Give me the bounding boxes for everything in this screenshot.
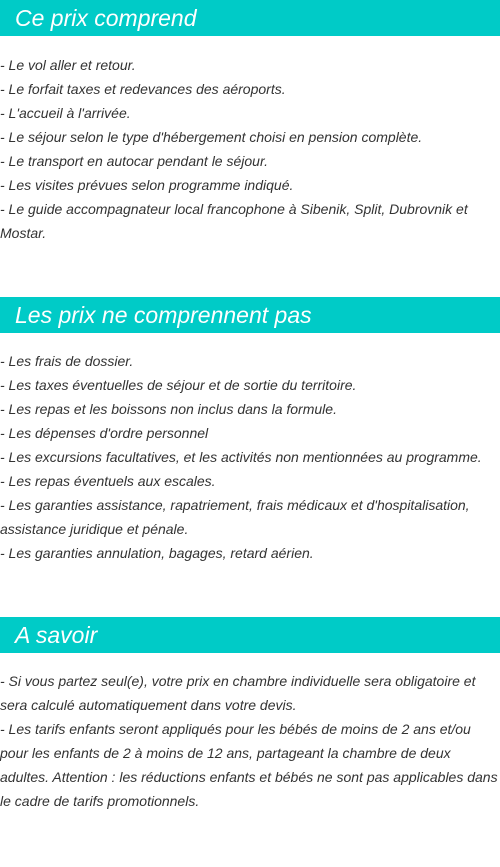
list-item: - Le séjour selon le type d'hébergement choisi en pension complète. bbox=[0, 129, 423, 145]
list-item: - Le forfait taxes et redevances des aéroports. bbox=[0, 81, 286, 97]
list-item: - Les dépenses d'ordre personnel bbox=[0, 425, 209, 441]
list-item: - Les frais de dossier. bbox=[0, 353, 134, 369]
list-item: - Si vous partez seul(e), votre prix en chambre individuelle sera obligatoire et sera calculé automatiquement dans votre devis. bbox=[0, 673, 476, 713]
list-item: - Le transport en autocar pendant le séjour. bbox=[0, 153, 268, 169]
good-to-know-list bbox=[0, 653, 500, 813]
section-price-includes bbox=[0, 0, 500, 245]
section-price-excludes bbox=[0, 297, 500, 565]
list-item: - Les visites prévues selon programme indiqué. bbox=[0, 177, 294, 193]
list-item: - Le guide accompagnateur local francophone à Sibenik, Split, Dubrovnik et Mostar. bbox=[0, 201, 468, 241]
list-item: - Les tarifs enfants seront appliqués pour les bébés de moins de 2 ans et/ou pour les enfants de 2 à moins de 12 ans, partageant la chambre de deux adultes. Attention : les réductions enfants et bébés ne sont pas applicables dans le cadre de tarifs promotionnels. bbox=[0, 721, 498, 809]
section-title-good-to-know: A savoir bbox=[0, 617, 500, 653]
list-item: - L'accueil à l'arrivée. bbox=[0, 105, 131, 121]
list-item: - Le vol aller et retour. bbox=[0, 57, 136, 73]
list-item: - Les garanties assistance, rapatriement, frais médicaux et d'hospitalisation, assistance juridique et pénale. bbox=[0, 497, 470, 537]
section-title-price-excludes: Les prix ne comprennent pas bbox=[0, 297, 500, 333]
list-item: - Les repas et les boissons non inclus dans la formule. bbox=[0, 401, 337, 417]
list-item: - Les repas éventuels aux escales. bbox=[0, 473, 216, 489]
list-item: - Les excursions facultatives, et les activités non mentionnées au programme. bbox=[0, 449, 482, 465]
list-item: - Les garanties annulation, bagages, retard aérien. bbox=[0, 545, 314, 561]
section-good-to-know bbox=[0, 617, 500, 813]
list-item: - Les taxes éventuelles de séjour et de sortie du territoire. bbox=[0, 377, 357, 393]
price-excludes-list bbox=[0, 333, 500, 565]
section-title-price-includes: Ce prix comprend bbox=[0, 0, 500, 36]
price-includes-list bbox=[0, 36, 500, 245]
